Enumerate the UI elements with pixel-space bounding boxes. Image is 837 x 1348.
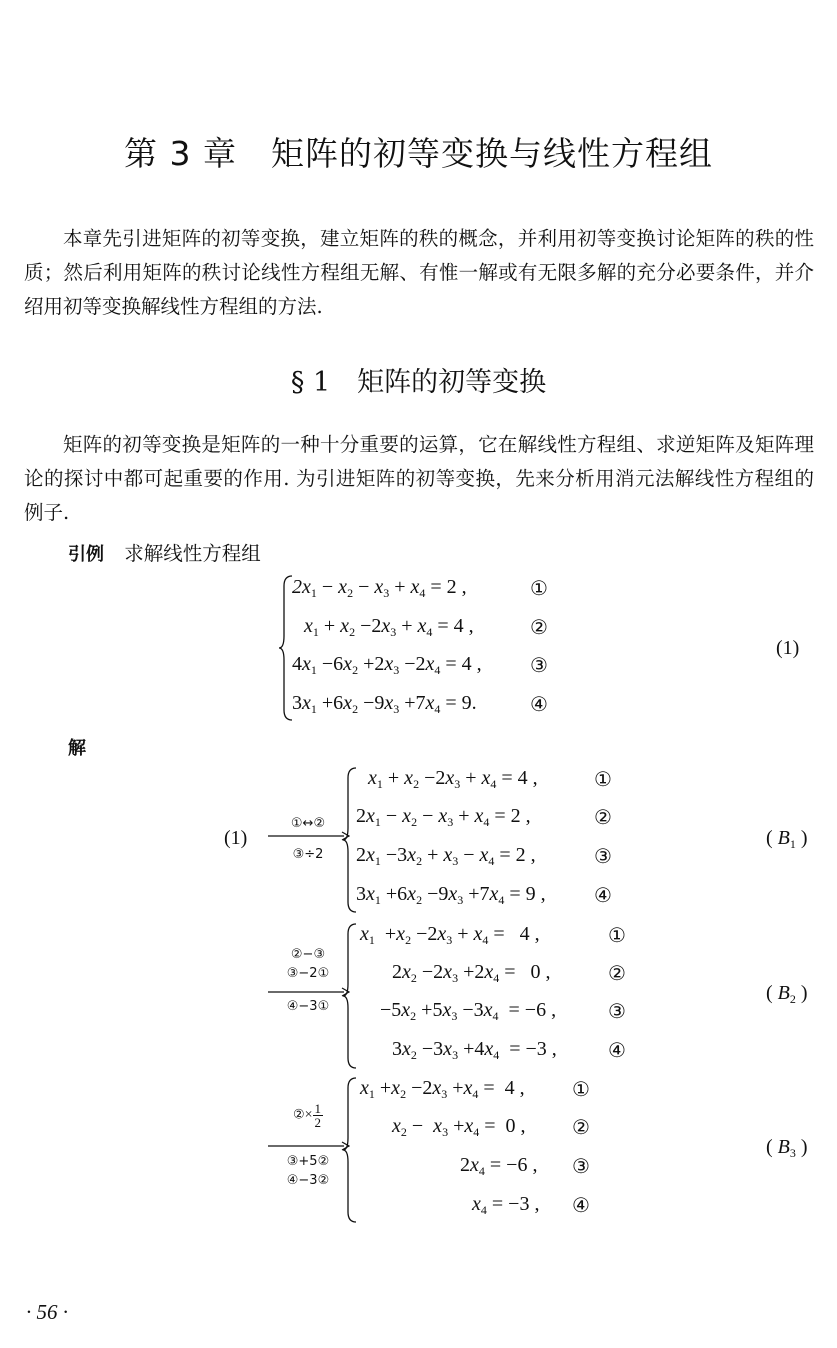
- b1-mark-2: ②: [594, 805, 612, 829]
- b1-eq-3: $2x_1 -3x_2 + x_3 - x_4 = 2$ ,: [356, 844, 536, 868]
- b2-op-2: ③−2①: [286, 966, 330, 981]
- b1-mark-1: ①: [594, 767, 612, 791]
- b2-brace: [342, 922, 358, 1070]
- b3-op-1: ②× $\frac{1}{2}$: [292, 1101, 322, 1130]
- b1-eq-4: $3x_1 +6x_2 -9x_3 +7x_4 = 9$ ,: [356, 883, 546, 907]
- b1-eq-2: $2x_1 - x_2 - x_3 + x_4 = 2$ ,: [356, 805, 531, 829]
- system1-mark-3: ③: [530, 653, 548, 677]
- b3-label: ( $B_3$ ): [766, 1136, 808, 1160]
- system1-eq-1: $2x_1 - x_2 - x_3 + x_4 = 2$ ,: [292, 576, 467, 600]
- b1-arrow: [268, 831, 350, 841]
- system1-eq-2: $x_1 + x_2 -2x_3 + x_4 = 4$ ,: [304, 615, 474, 639]
- intro-paragraph: 本章先引进矩阵的初等变换，建立矩阵的秩的概念，并利用初等变换讨论矩阵的秩的性质；然后利用矩阵的秩讨论线性方程组无解、有惟一解或有无限多解的充分必要条件，并介绍用初等变换解线性方程组的方法.: [24, 227, 814, 318]
- section-paragraph: 矩阵的初等变换是矩阵的一种十分重要的运算，它在解线性方程组、求逆矩阵及矩阵理论的探讨中都可起重要的作用. 为引进矩阵的初等变换，先来分析用消元法解线性方程组的例子.: [24, 433, 814, 524]
- b2-ops: [268, 945, 348, 983]
- b3-eq-2: $x_2 - x_3 +x_4 = 0$ ,: [392, 1115, 526, 1139]
- b1-mark-4: ④: [594, 883, 612, 907]
- example-text: 求解线性方程组: [124, 542, 261, 565]
- b2-mark-4: ④: [608, 1038, 626, 1062]
- system1-eq-4: $3x_1 +6x_2 -9x_3 +7x_4 = 9$.: [292, 692, 477, 716]
- b2-mark-2: ②: [608, 961, 626, 985]
- b3-mark-4: ④: [572, 1193, 590, 1217]
- b2-arrow: [268, 987, 350, 997]
- b1-eq-1: $x_1 + x_2 -2x_3 + x_4 = 4$ ,: [368, 767, 538, 791]
- b1-start: (1): [224, 827, 248, 849]
- b2-eq-4: $3x_2 -3x_3 +4x_4 = -3$ ,: [392, 1038, 557, 1062]
- b1-label: ( $B_1$ ): [766, 827, 808, 851]
- b2-op-3: ④−3①: [286, 999, 330, 1014]
- example-label: 引例: [68, 544, 104, 565]
- system1-label: (1): [776, 637, 800, 659]
- b3-brace: [342, 1076, 358, 1224]
- b2-label: ( $B_2$ ): [766, 982, 808, 1006]
- b2-op-3-wrap: [268, 997, 348, 1016]
- b3-ops-rest: [268, 1152, 348, 1190]
- b3-eq-1: $x_1 +x_2 -2x_3 +x_4 = 4$ ,: [360, 1077, 525, 1101]
- b3-eq-3: $2x_4 = -6$ ,: [460, 1154, 538, 1178]
- solution-label: 解: [68, 738, 86, 759]
- b2-mark-1: ①: [608, 923, 626, 947]
- b3-eq-4: $x_4 = -3$ ,: [472, 1193, 540, 1217]
- system1-eq-3: $4x_1 -6x_2 +2x_3 -2x_4 = 4$ ,: [292, 653, 482, 677]
- section-title: § 1 矩阵的初等变换: [290, 367, 547, 398]
- b1-op-bottom: ③÷2: [292, 847, 324, 862]
- b3-arrow: [268, 1141, 350, 1151]
- b3-mark-2: ②: [572, 1115, 590, 1139]
- example-heading: [68, 538, 261, 566]
- system1-mark-4: ④: [530, 692, 548, 716]
- system1-mark-1: ①: [530, 576, 548, 600]
- b3-mark-3: ③: [572, 1154, 590, 1178]
- page-number: · 56 ·: [26, 1300, 68, 1324]
- b2-eq-1: $x_1 +x_2 -2x_3 + x_4 = 4$ ,: [360, 923, 540, 947]
- chapter-title: 第 3 章 矩阵的初等变换与线性方程组: [124, 134, 713, 173]
- b2-mark-3: ③: [608, 999, 626, 1023]
- b3-mark-1: ①: [572, 1077, 590, 1101]
- b3-op-2: ③+5②: [286, 1154, 330, 1169]
- b1-op-top: ①↔②: [290, 816, 326, 831]
- b3-op-3: ④−3②: [286, 1173, 330, 1188]
- b2-eq-3: $-5x_2 +5x_3 -3x_4 = -6$ ,: [380, 999, 557, 1023]
- b2-eq-2: $2x_2 -2x_3 +2x_4 = 0$ ,: [392, 961, 551, 985]
- system1-mark-2: ②: [530, 615, 548, 639]
- b2-op-1: ②−③: [290, 947, 326, 962]
- b1-mark-3: ③: [594, 844, 612, 868]
